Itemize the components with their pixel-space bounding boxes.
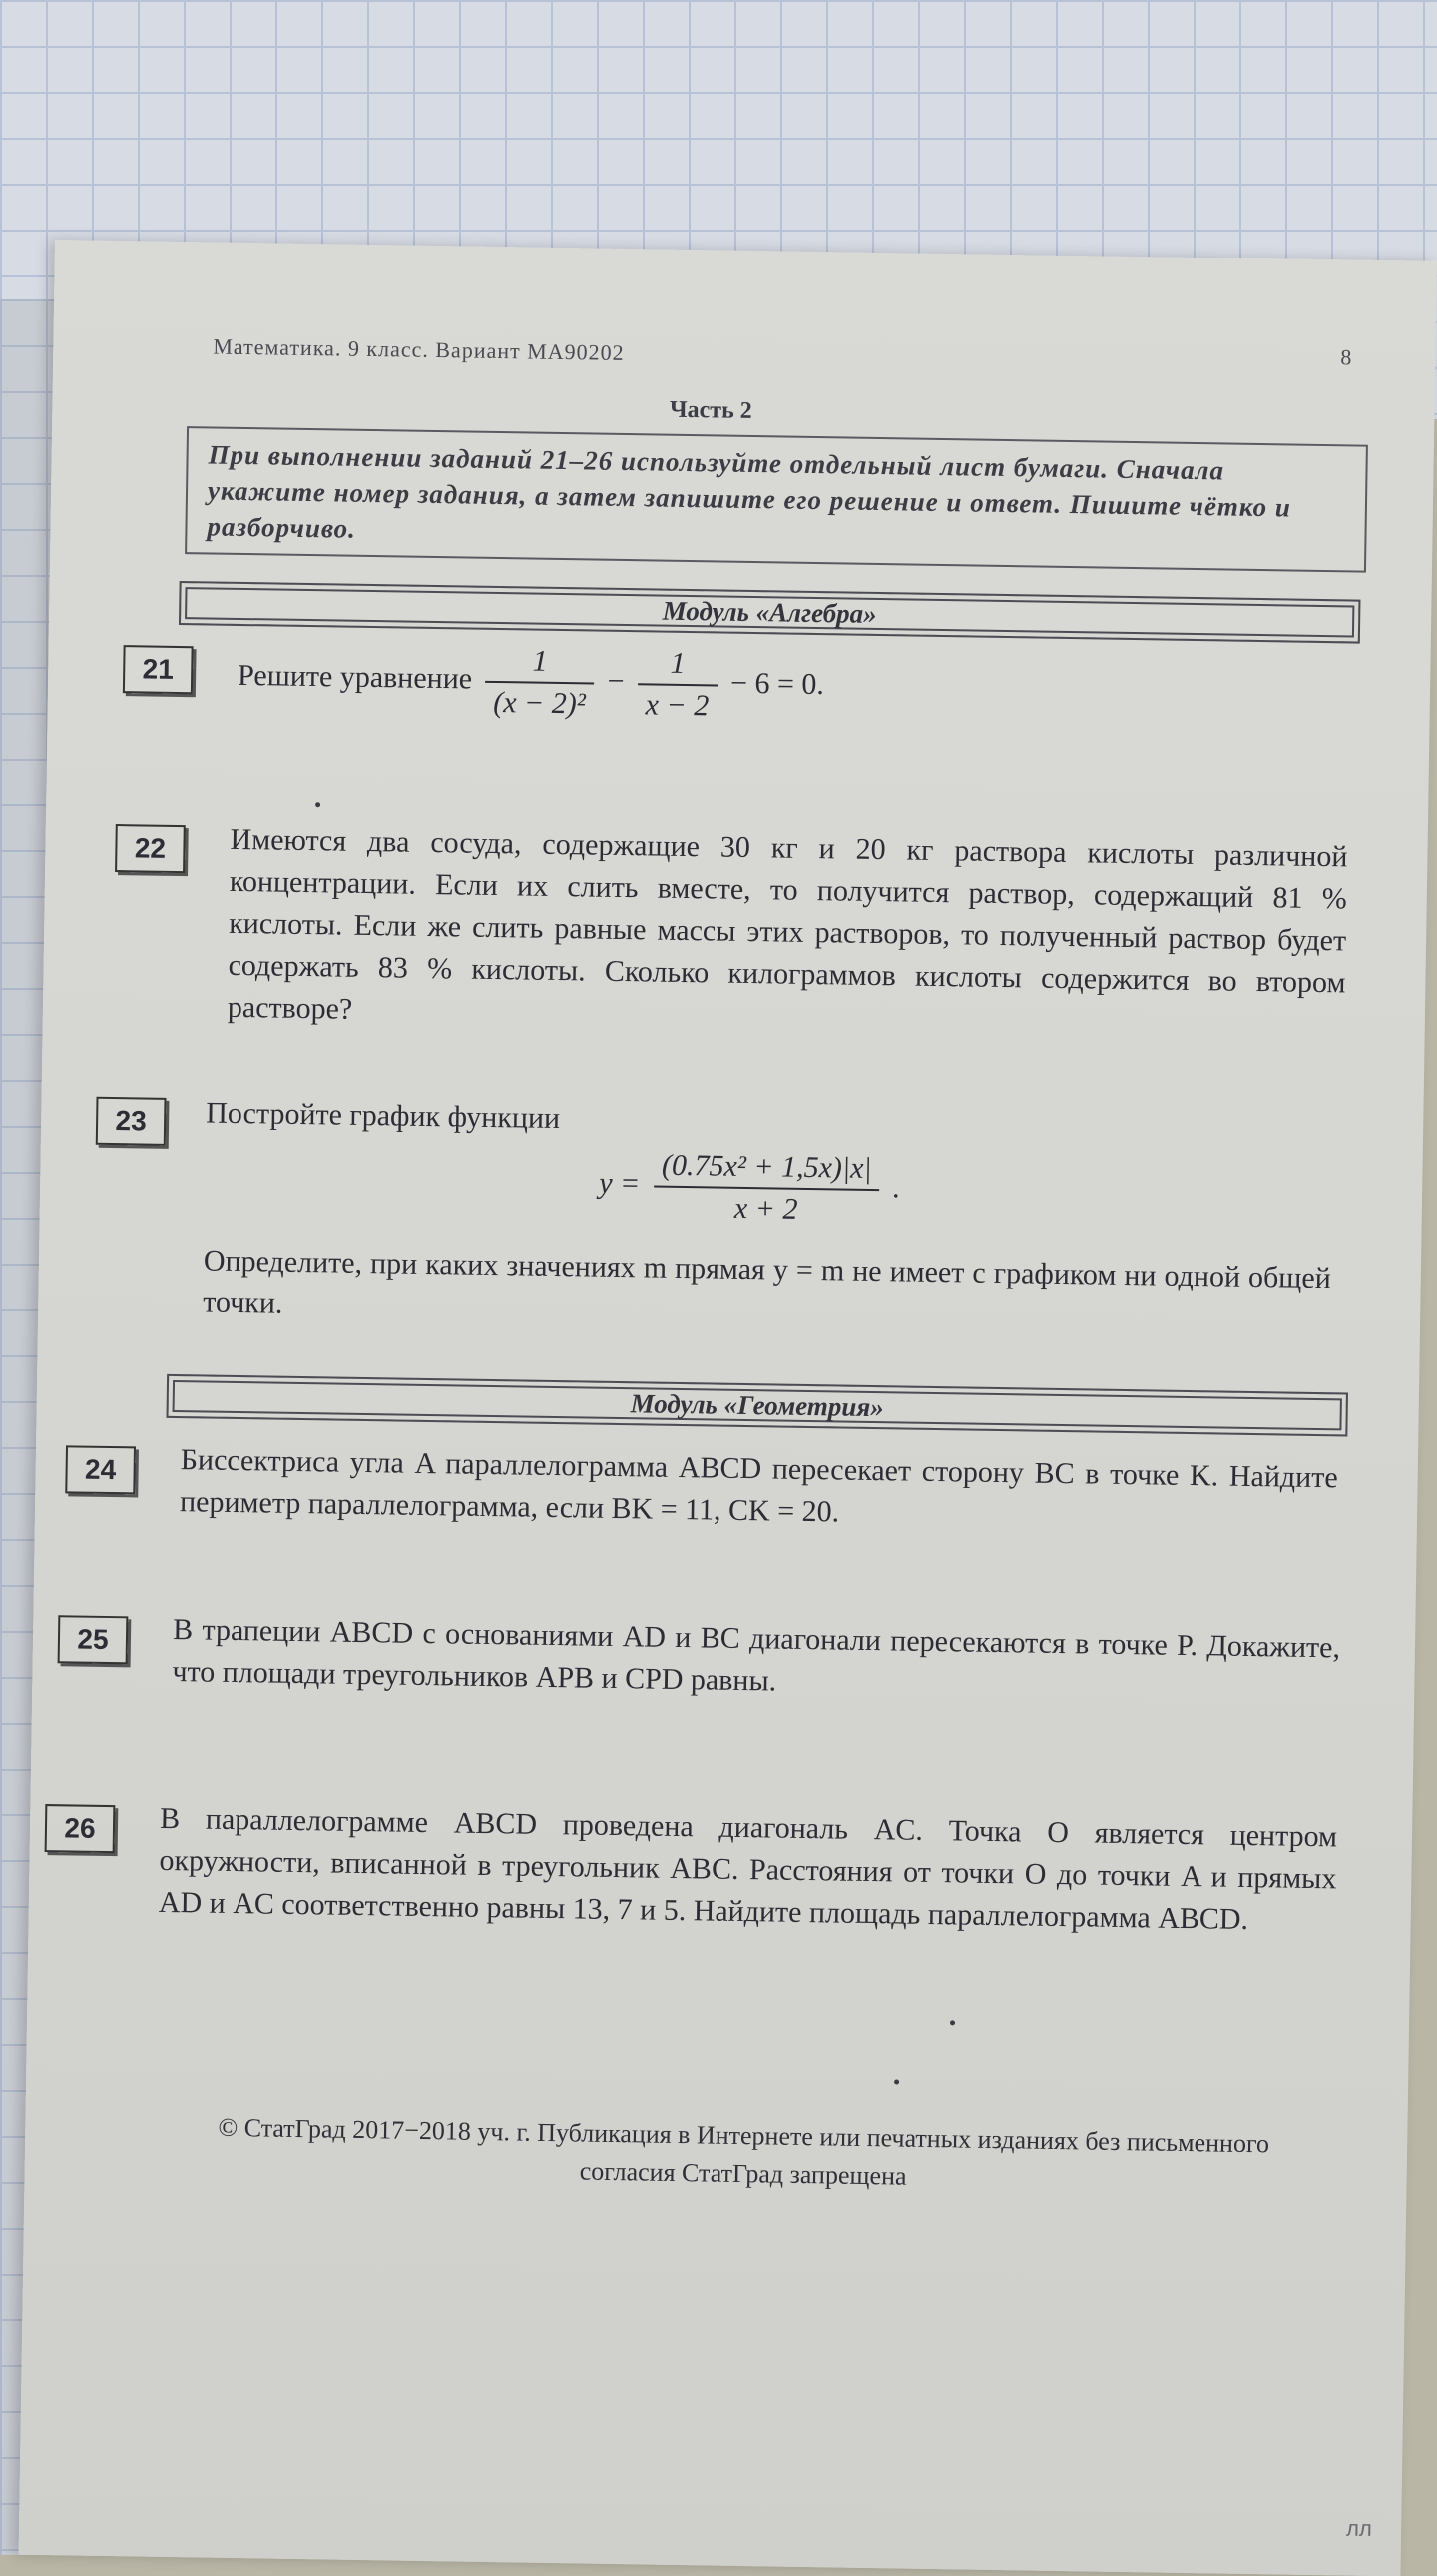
task-23-formula	[599, 1145, 901, 1232]
copyright-footer	[84, 2107, 1402, 2204]
part-title: Часть 2	[669, 396, 752, 424]
task-23-question: Определите, при каких значениях m прямая y = m не имеет с графиком ни одной общей точки.	[203, 1244, 1332, 1320]
ink-speck	[315, 802, 320, 807]
task-23-fraction	[653, 1146, 880, 1232]
task-24-text: Биссектриса угла A параллелограмма ABCD пересекает сторону BC в точке K. Найдите периметр параллелограмма, если BK = 11, CK = 20.	[179, 1443, 1338, 1529]
task-21-frac1-numerator: 1	[486, 641, 595, 685]
task-21-fraction-1	[485, 641, 595, 725]
task-26-number: 26	[45, 1804, 116, 1853]
page-number: 8	[1340, 344, 1352, 370]
task-23-numerator: (0.75x² + 1,5x)|x|	[654, 1146, 880, 1192]
module-geometry-header: Модуль «Геометрия»	[166, 1374, 1348, 1437]
header-subject: Математика. 9 класс. Вариант МА90202	[213, 333, 625, 365]
task-25-number: 25	[58, 1615, 129, 1664]
copyright-line-1: © СтатГрад 2017−2018 уч. г. Публикация в Интернете или печатных изданиях без письменного	[218, 2112, 1270, 2159]
task-21-frac1-denominator: (x − 2)²	[492, 685, 587, 721]
corner-label: лл	[1345, 2515, 1373, 2542]
exam-sheet	[19, 240, 1437, 2576]
task-23-intro: Постройте график функции	[206, 1096, 561, 1136]
task-21-frac2-denominator: x − 2	[645, 688, 710, 723]
task-23-denominator: x + 2	[733, 1191, 798, 1226]
task-21-prefix: Решите уравнение	[237, 658, 473, 696]
task-21-fraction-2	[637, 643, 718, 726]
task-22-number: 22	[115, 824, 186, 873]
task-22-text: Имеются два сосуда, содержащие 30 кг и 20 кг раствора кислоты различной концентрации. Если их слить вместе, то получится раствор, содержащий 81 % кислоты. Если же слить равные массы этих растворов, то полученный раствор будет содержать 83 % кислоты. Сколько килограммов кислоты содержится во втором растворе?	[227, 822, 1348, 1026]
task-21-frac2-numerator: 1	[638, 643, 718, 686]
task-21-number: 21	[123, 645, 194, 694]
task-26-text: В параллелограмме ABCD проведена диагональ AC. Точка O является центром окружности, вписанной в треугольник ABC. Расстояния от точки O до точки A и прямых AD и AC соответственно равны 13, 7 и 5. Найдите площадь параллелограмма ABCD.	[158, 1802, 1338, 1936]
module-algebra-header: Модуль «Алгебра»	[179, 581, 1361, 644]
task-21-operator: −	[607, 664, 625, 698]
task-25-text: В трапеции ABCD с основаниями AD и BC диагонали пересекаются в точке P. Докажите, что площади треугольников APB и CPD равны.	[172, 1613, 1341, 1698]
copyright-line-2: согласия СтатГрад запрещена	[579, 2156, 907, 2191]
task-23-lhs: y =	[598, 1166, 641, 1201]
task-21-text	[237, 637, 1335, 736]
task-21-suffix: − 6 = 0.	[729, 666, 825, 702]
task-24-number: 24	[65, 1445, 136, 1494]
ink-speck	[950, 2020, 955, 2025]
ink-speck	[894, 2079, 899, 2084]
task-23-number: 23	[96, 1097, 167, 1146]
task-23-end: .	[892, 1171, 901, 1205]
instruction-box: При выполнении заданий 21–26 используйте отдельный лист бумаги. Сначала укажите номер задания, а затем запишите его решение и ответ. Пишите чётко и разборчиво.	[185, 426, 1368, 573]
